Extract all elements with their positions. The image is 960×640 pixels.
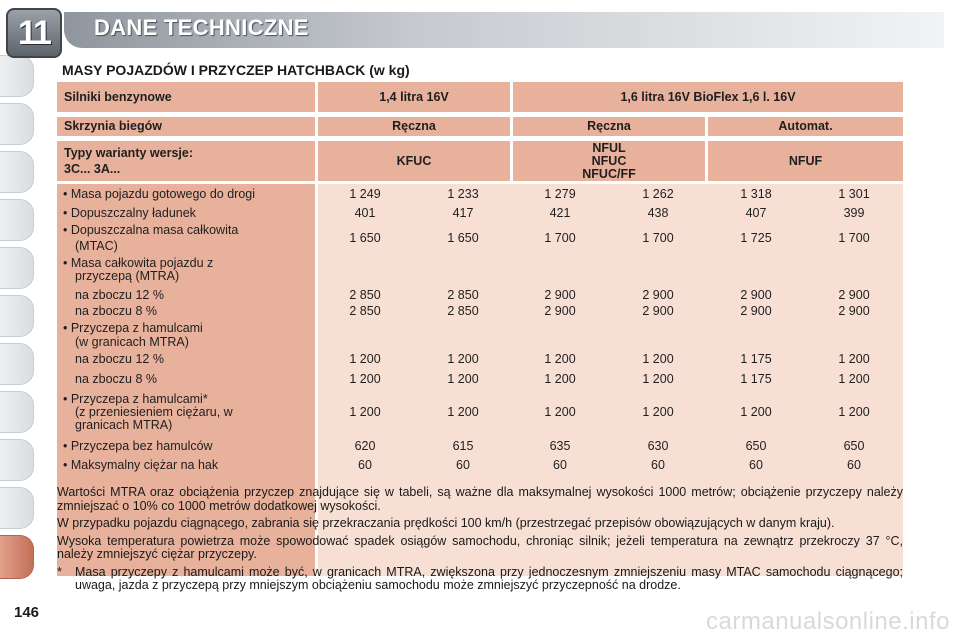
page-header — [0, 0, 960, 56]
table-cell: 60 — [847, 458, 861, 472]
header-type-1: KFUC — [318, 141, 510, 181]
table-cell: 1 200 — [544, 372, 576, 386]
chapter-tab[interactable] — [0, 103, 34, 145]
header-type-2 — [513, 141, 705, 181]
table-header-engines — [57, 82, 903, 112]
types-label-line2: 3C... 3A... — [64, 161, 121, 176]
type-2-line: NFUL — [592, 140, 626, 155]
chapter-tabs — [0, 55, 34, 585]
table-cell: 2 850 — [349, 288, 381, 302]
table-cell: 1 233 — [447, 187, 479, 201]
table-cell: 1 200 — [838, 352, 870, 366]
row-label: na zboczu 12 % — [75, 288, 164, 302]
table-cell: 1 200 — [642, 405, 674, 419]
table-cell: 2 900 — [544, 288, 576, 302]
table-cell: 620 — [354, 439, 376, 453]
table-cell: 2 850 — [447, 304, 479, 318]
page-title: DANE TECHNICZNE — [94, 15, 309, 40]
table-cell: 60 — [651, 458, 665, 472]
table-cell: 60 — [553, 458, 567, 472]
header-label: Skrzynia biegów — [57, 117, 315, 136]
table-header-types — [57, 141, 903, 181]
row-label: • Maksymalny ciężar na hak — [63, 458, 219, 472]
row-label: • Dopuszczalny ładunek — [63, 206, 196, 220]
table-cell: 1 249 — [349, 187, 381, 201]
table-cell: 1 200 — [838, 372, 870, 386]
table-cell: 1 200 — [544, 352, 576, 366]
row-label: (MTAC) — [75, 239, 118, 253]
chapter-tab[interactable] — [0, 343, 34, 385]
chapter-tab[interactable] — [0, 247, 34, 289]
table-cell: 1 175 — [740, 352, 772, 366]
watermark: carmanualsonline.info — [706, 608, 950, 635]
table-cell: 2 850 — [447, 288, 479, 302]
table-cell: 2 900 — [838, 304, 870, 318]
table-cell: 2 900 — [740, 304, 772, 318]
header-label — [57, 141, 315, 181]
types-label-line1: Typy warianty wersje: — [64, 145, 193, 160]
header-engine-1: 1,4 litra 16V — [318, 82, 510, 112]
table-cell: 1 700 — [544, 231, 576, 245]
row-label: granicach MTRA) — [75, 418, 173, 432]
table-cell: 2 900 — [544, 304, 576, 318]
header-label: Silniki benzynowe — [57, 82, 315, 112]
table-cell: 1 650 — [349, 231, 381, 245]
table-cell: 60 — [358, 458, 372, 472]
table-cell: 615 — [452, 439, 474, 453]
table-cell: 1 200 — [447, 405, 479, 419]
chapter-tab[interactable] — [0, 295, 34, 337]
type-2-line: NFUC — [591, 153, 627, 168]
table-cell: 1 200 — [447, 372, 479, 386]
header-engine-2: 1,6 litra 16V BioFlex 1,6 l. 16V — [513, 82, 903, 112]
row-label: przyczepą (MTRA) — [75, 269, 180, 283]
table-cell: 438 — [647, 206, 669, 220]
footnote-mark: * — [57, 564, 62, 579]
row-label: • Przyczepa bez hamulców — [63, 439, 213, 453]
row-label: na zboczu 8 % — [75, 304, 157, 318]
note-paragraph: Wartości MTRA oraz obciążenia przyczep znajdujące się w tabeli, są ważne dla maksymalnej wysokości 1000 metrów; obciążenie przyczepy należy zmniejszać o 10% co 1000 metrów dodatkowej wysokości. — [57, 485, 903, 513]
notes — [57, 486, 903, 597]
table-cell: 1 200 — [349, 352, 381, 366]
table-cell: 1 200 — [349, 405, 381, 419]
table-header-gearbox — [57, 117, 903, 136]
table-cell: 1 200 — [447, 352, 479, 366]
table-cell: 2 900 — [642, 304, 674, 318]
table-cell: 1 700 — [838, 231, 870, 245]
chapter-tab[interactable] — [0, 55, 34, 97]
table-cell: 401 — [354, 206, 376, 220]
row-label: • Masa pojazdu gotowego do drogi — [63, 187, 256, 201]
section-title: MASY POJAZDÓW I PRZYCZEP HATCHBACK (w kg) — [62, 62, 410, 78]
row-label: • Dopuszczalna masa całkowita — [63, 223, 239, 237]
chapter-tab[interactable] — [0, 151, 34, 193]
header-gearbox-2: Ręczna — [513, 117, 705, 136]
table-cell: 421 — [549, 206, 571, 220]
table-cell: 60 — [749, 458, 763, 472]
table-cell: 1 650 — [447, 231, 479, 245]
table-cell: 2 900 — [838, 288, 870, 302]
note-paragraph: W przypadku pojazdu ciągnącego, zabrania się przekraczania prędkości 100 km/h (przestrzegać przepisów obowiązujących w danym kraju). — [57, 516, 835, 530]
table-cell: 1 200 — [544, 405, 576, 419]
header-gearbox-3: Automat. — [708, 117, 903, 136]
chapter-badge: 11 — [6, 8, 62, 58]
table-cell: 1 200 — [838, 405, 870, 419]
table-cell: 1 200 — [642, 352, 674, 366]
row-label: • Przyczepa z hamulcami — [63, 321, 203, 335]
table-cell: 2 900 — [740, 288, 772, 302]
row-label: • Masa całkowita pojazdu z — [63, 256, 214, 270]
header-type-3: NFUF — [708, 141, 903, 181]
table-cell: 1 700 — [642, 231, 674, 245]
table-cell: 1 279 — [544, 187, 576, 201]
table-cell: 407 — [745, 206, 767, 220]
table-cell: 635 — [549, 439, 571, 453]
footnote-text: Masa przyczepy z hamulcami może być, w granicach MTRA, zwiększona przy jednoczesnym zmniejszeniu masy MTAC samochodu ciągnącego; uwaga, jazda z przyczepą przy mniejszym obciążeniu samochodu może zmniejszyć przyczepność na drodze. — [75, 564, 903, 592]
chapter-tab[interactable] — [0, 487, 34, 529]
type-2-line: NFUC/FF — [582, 166, 636, 181]
table-cell: 650 — [843, 439, 865, 453]
row-label: (w granicach MTRA) — [75, 335, 189, 349]
table-cell: 1 200 — [642, 372, 674, 386]
table-cell: 1 200 — [349, 372, 381, 386]
table-cell: 2 900 — [642, 288, 674, 302]
row-label: • Przyczepa z hamulcami* — [63, 392, 208, 406]
chapter-tab-active[interactable] — [0, 535, 34, 579]
row-label: na zboczu 12 % — [75, 352, 164, 366]
row-label: (z przeniesieniem ciężaru, w — [75, 405, 233, 419]
table-cell: 1 301 — [838, 187, 870, 201]
table-cell: 399 — [843, 206, 865, 220]
table-cell: 1 262 — [642, 187, 674, 201]
chapter-tab[interactable] — [0, 199, 34, 241]
row-label: na zboczu 8 % — [75, 372, 157, 386]
table-cell: 1 175 — [740, 372, 772, 386]
table-cell: 417 — [452, 206, 474, 220]
chapter-tab[interactable] — [0, 391, 34, 433]
table-cell: 1 200 — [740, 405, 772, 419]
note-paragraph: Wysoka temperatura powietrza może spowodować spadek osiągów samochodu, chroniąc silnik; jeżeli temperatura na zewnątrz przekroczy 37 °C, należy zmniejszyć ciężar przyczepy. — [57, 533, 903, 561]
table-cell: 650 — [745, 439, 767, 453]
table-cell: 1 725 — [740, 231, 772, 245]
chapter-tab[interactable] — [0, 439, 34, 481]
table-cell: 1 318 — [740, 187, 772, 201]
footnote — [57, 566, 903, 593]
table-cell: 2 850 — [349, 304, 381, 318]
header-gearbox-1: Ręczna — [318, 117, 510, 136]
table-cell: 60 — [456, 458, 470, 472]
page-number: 146 — [14, 604, 40, 621]
table-cell: 630 — [647, 439, 669, 453]
